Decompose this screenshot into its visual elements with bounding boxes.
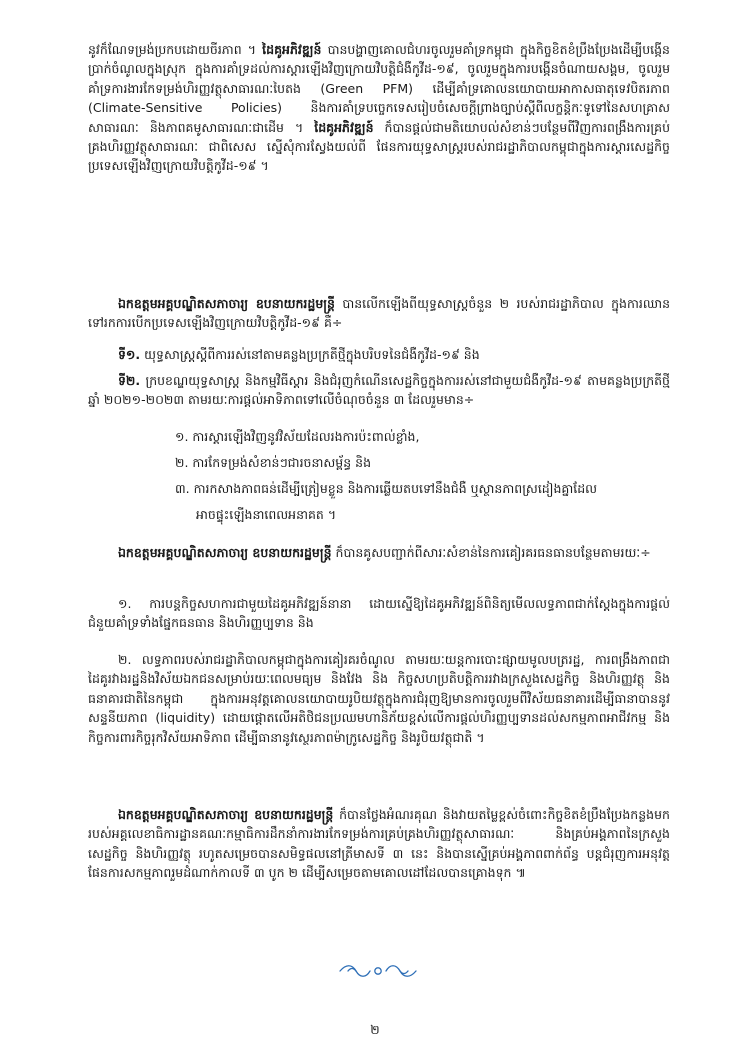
paragraph-appreciation	[88, 805, 670, 883]
priority-item-1: ១. ការស្តារឡើងវិញនូវវិស័យដែលរងការប៉ះពាល់ខ្លាំង,	[175, 429, 420, 444]
text-run: នូវក៏ណែទម្រង់ប្រកបដោយចីរភាព ។	[88, 42, 263, 57]
paragraph-two-strategies	[88, 294, 670, 333]
paragraph-resource-mobilization	[88, 543, 670, 562]
page-number: ២	[370, 1022, 380, 1037]
text-run: បានបង្ហាញគោលជំហរចូលរួមគាំទ្រកម្ពុជា ក្នុងកិច្ចខិតខំប្រឹងប្រែងដើម្បីបង្កើនប្រាក់ចំណូលក្នុងស្រុក ក្នុងការគាំទ្រដល់ការស្តារឡើងវិញក្រោយវិបត្តិជំងឺកូវីដ-១៩, ចូលរួមក្នុងការបង្កើនចំណាយសង្គម, ចូលរួមគាំទ្រការងារកែទម្រង់ហិរញ្ញវត្ថុសាធារណៈបៃតង (Green PFM) ដើម្បីគាំទ្រគោលនយោបាយអាកាសធាតុទេវបិតរភាព (Climate-Sensitive Policies) និងការគាំទ្របច្ចេកទេសរៀបចំសេចក្តីព្រាងច្បាប់ស្តីពីលក្ខន្តិកៈទូទៅនៃសហគ្រាសសាធារណៈ និងភាពគមូសាធារណៈជាដើម ។	[88, 42, 670, 135]
text-run: បានលើកឡើងពីយុទ្ធសាស្ត្រចំនួន ២ របស់រាជរដ្ឋាភិបាល ក្នុងការឈានទៅរកការបើកប្រទេសឡើងវិញក្រោយវិបត្តិកូវីដ-១៩ គឺ÷	[88, 296, 670, 331]
paragraph-partner-cooperation: ១. ការបន្តកិច្ចសហការជាមួយដៃគូអភិវឌ្ឍន៍នានា ដោយស្នើឱ្យដៃគូអភិវឌ្ឍន៍ពិនិត្យមើលលទ្ធភាពជាក់ស្តែងក្នុងការផ្តល់ជំនួយគាំទ្រទាំងផ្នែកធនធាន និងហិរញ្ញប្បទាន និង	[88, 596, 670, 631]
item-text: យុទ្ធសាស្ត្រស្តីពីការរស់នៅតាមគន្លងប្រក្រតីថ្មីក្នុងបរិបទនៃជំងឺកូវីដ-១៩ និង	[140, 347, 480, 362]
bold-title: ឯកឧត្តមអគ្គបណ្ឌិតសភាចារ្យ ឧបនាយករដ្ឋមន្ត្រី	[118, 545, 332, 560]
text-run: ក៏បានគូសបញ្ជាក់ពីសារៈសំខាន់នៃការគៀរគរធនធានបន្ថែមតាមរយៈ÷	[331, 545, 651, 560]
item-label: ទី២.	[118, 373, 141, 388]
bold-title: ឯកឧត្តមអគ្គបណ្ឌិតសភាចារ្យ ឧបនាយករដ្ឋមន្ត្រី	[118, 807, 334, 822]
paragraph-development-partners	[88, 40, 670, 176]
priority-item-3: ៣. ការកសាងភាពធន់ដើម្បីត្រៀមខ្លួន និងការឆ្លើយតបទៅនឹងជំងឺ ឬស្ថានភាពស្រដៀងគ្នាដែល	[175, 481, 598, 496]
strategy-item-1	[88, 345, 670, 364]
priority-item-3-continued: អាចផ្ទុះឡើងនាពេលអនាគត ។	[196, 507, 337, 522]
text-run: ក៏បានថ្លែងអំណរគុណ និងវាយតម្លៃខ្ពស់ចំពោះកិច្ចខិតខំប្រឹងប្រែងកន្លងមក របស់អគ្គលេខាធិការដ្ឋានគណៈកម្មាធិការដឹកនាំការងារកែទម្រង់ការគ្រប់គ្រងហិរញ្ញវត្ថុសាធារណៈ និងគ្រប់អង្គភាពនៃក្រសួងសេដ្ឋកិច្ច និងហិរញ្ញវត្ថុ រហូតសម្រេចបានសមិទ្ធផលនៅត្រីមាសទី ៣ នេះ និងបានស្នើគ្រប់អង្គភាពពាក់ព័ន្ធ បន្តជំរុញការអនុវត្តផែនការសកម្មភាពរួមដំណាក់កាលទី ៣ បូក ២ ដើម្បីសម្រេចតាមគោលដៅដែលបានគ្រោងទុក ៕	[88, 807, 670, 881]
item-text: ក្របខណ្ឌយុទ្ធសាស្ត្រ និងកម្មវិធីស្តារ និងជំរុញកំណើនសេដ្ឋកិច្ចក្នុងការរស់នៅជាមួយជំងឺកូវីដ-១៩ តាមគន្លងប្រក្រតីថ្មី ឆ្នាំ ២០២១-២០២៣ តាមរយៈការផ្តល់អាទិភាពទៅលើចំណុចចំនួន ៣ ដែលរួមមាន÷	[88, 373, 670, 408]
strategy-item-2	[88, 371, 670, 410]
bold-term: ដៃគូអភិវឌ្ឍន៍	[314, 119, 374, 135]
paragraph-government-capacity: ២. លទ្ធភាពរបស់រាជរដ្ឋាភិបាលកម្ពុជាក្នុងការគៀរគរចំណូល តាមរយៈយន្តការបោះផ្សាយមូលបត្ររដ្ឋ, ការពង្រឹងភាពជាដៃគូរវាងរដ្ឋនិងវិស័យឯកជនសម្រាប់រយៈពេលមធ្យម និងវែង និង កិច្ចសហប្រតិបត្តិការរវាងក្រសួងសេដ្ឋកិច្ច និងហិរញ្ញវត្ថុ និងធនាគារជាតិនៃកម្ពុជា ក្នុងការអនុវត្តគោលនយោបាយរូបិយវត្ថុក្នុងការជំរុញឱ្យមានការចូលរួមពីវិស័យធនាគារដើម្បីធានាបាននូវសន្ទនីយភាព (liquidity) ដោយផ្តោតលើអតិថិជនប្រឈមហានិភ័យខ្ពស់លើការផ្តល់ហិរញ្ញប្បទានដល់សកម្មភាពអាជីវកម្ម និងកិច្ចការពារកិច្ចរុកវិស័យអាទិភាព ដើម្បីធានានូវស្ថេរភាពម៉ាក្រូសេដ្ឋកិច្ច និងរូបិយវត្ថុជាតិ ។	[88, 652, 670, 745]
bold-term: ដៃគូអភិវឌ្ឍន៍	[262, 42, 322, 57]
priority-item-2: ២. ការកែទម្រង់សំខាន់ៗជារចនាសម្ព័ន្ធ និង	[175, 455, 372, 470]
bold-title: ឯកឧត្តមអគ្គបណ្ឌិតសភាចារ្យ ឧបនាយករដ្ឋមន្ត្រី	[118, 296, 335, 311]
decorative-divider-icon	[338, 962, 418, 980]
text-run: ក៏បានផ្តល់ជាមតិយោបល់សំខាន់ៗបន្ថែមពីវិញការពង្រឹងការគ្រប់គ្រងហិរញ្ញវត្ថុសាធារណៈ ជាពិសេស ស្នើសុំការស្វែងយល់ពី ផែនការយុទ្ធសាស្ត្ររបស់រាជរដ្ឋាភិបាលកម្ពុជាក្នុងការស្តារសេដ្ឋកិច្ចប្រទេសឡើងវិញក្រោយវិបត្តិកូវីដ-១៩ ។	[88, 119, 670, 174]
item-label: ទី១.	[118, 347, 141, 362]
